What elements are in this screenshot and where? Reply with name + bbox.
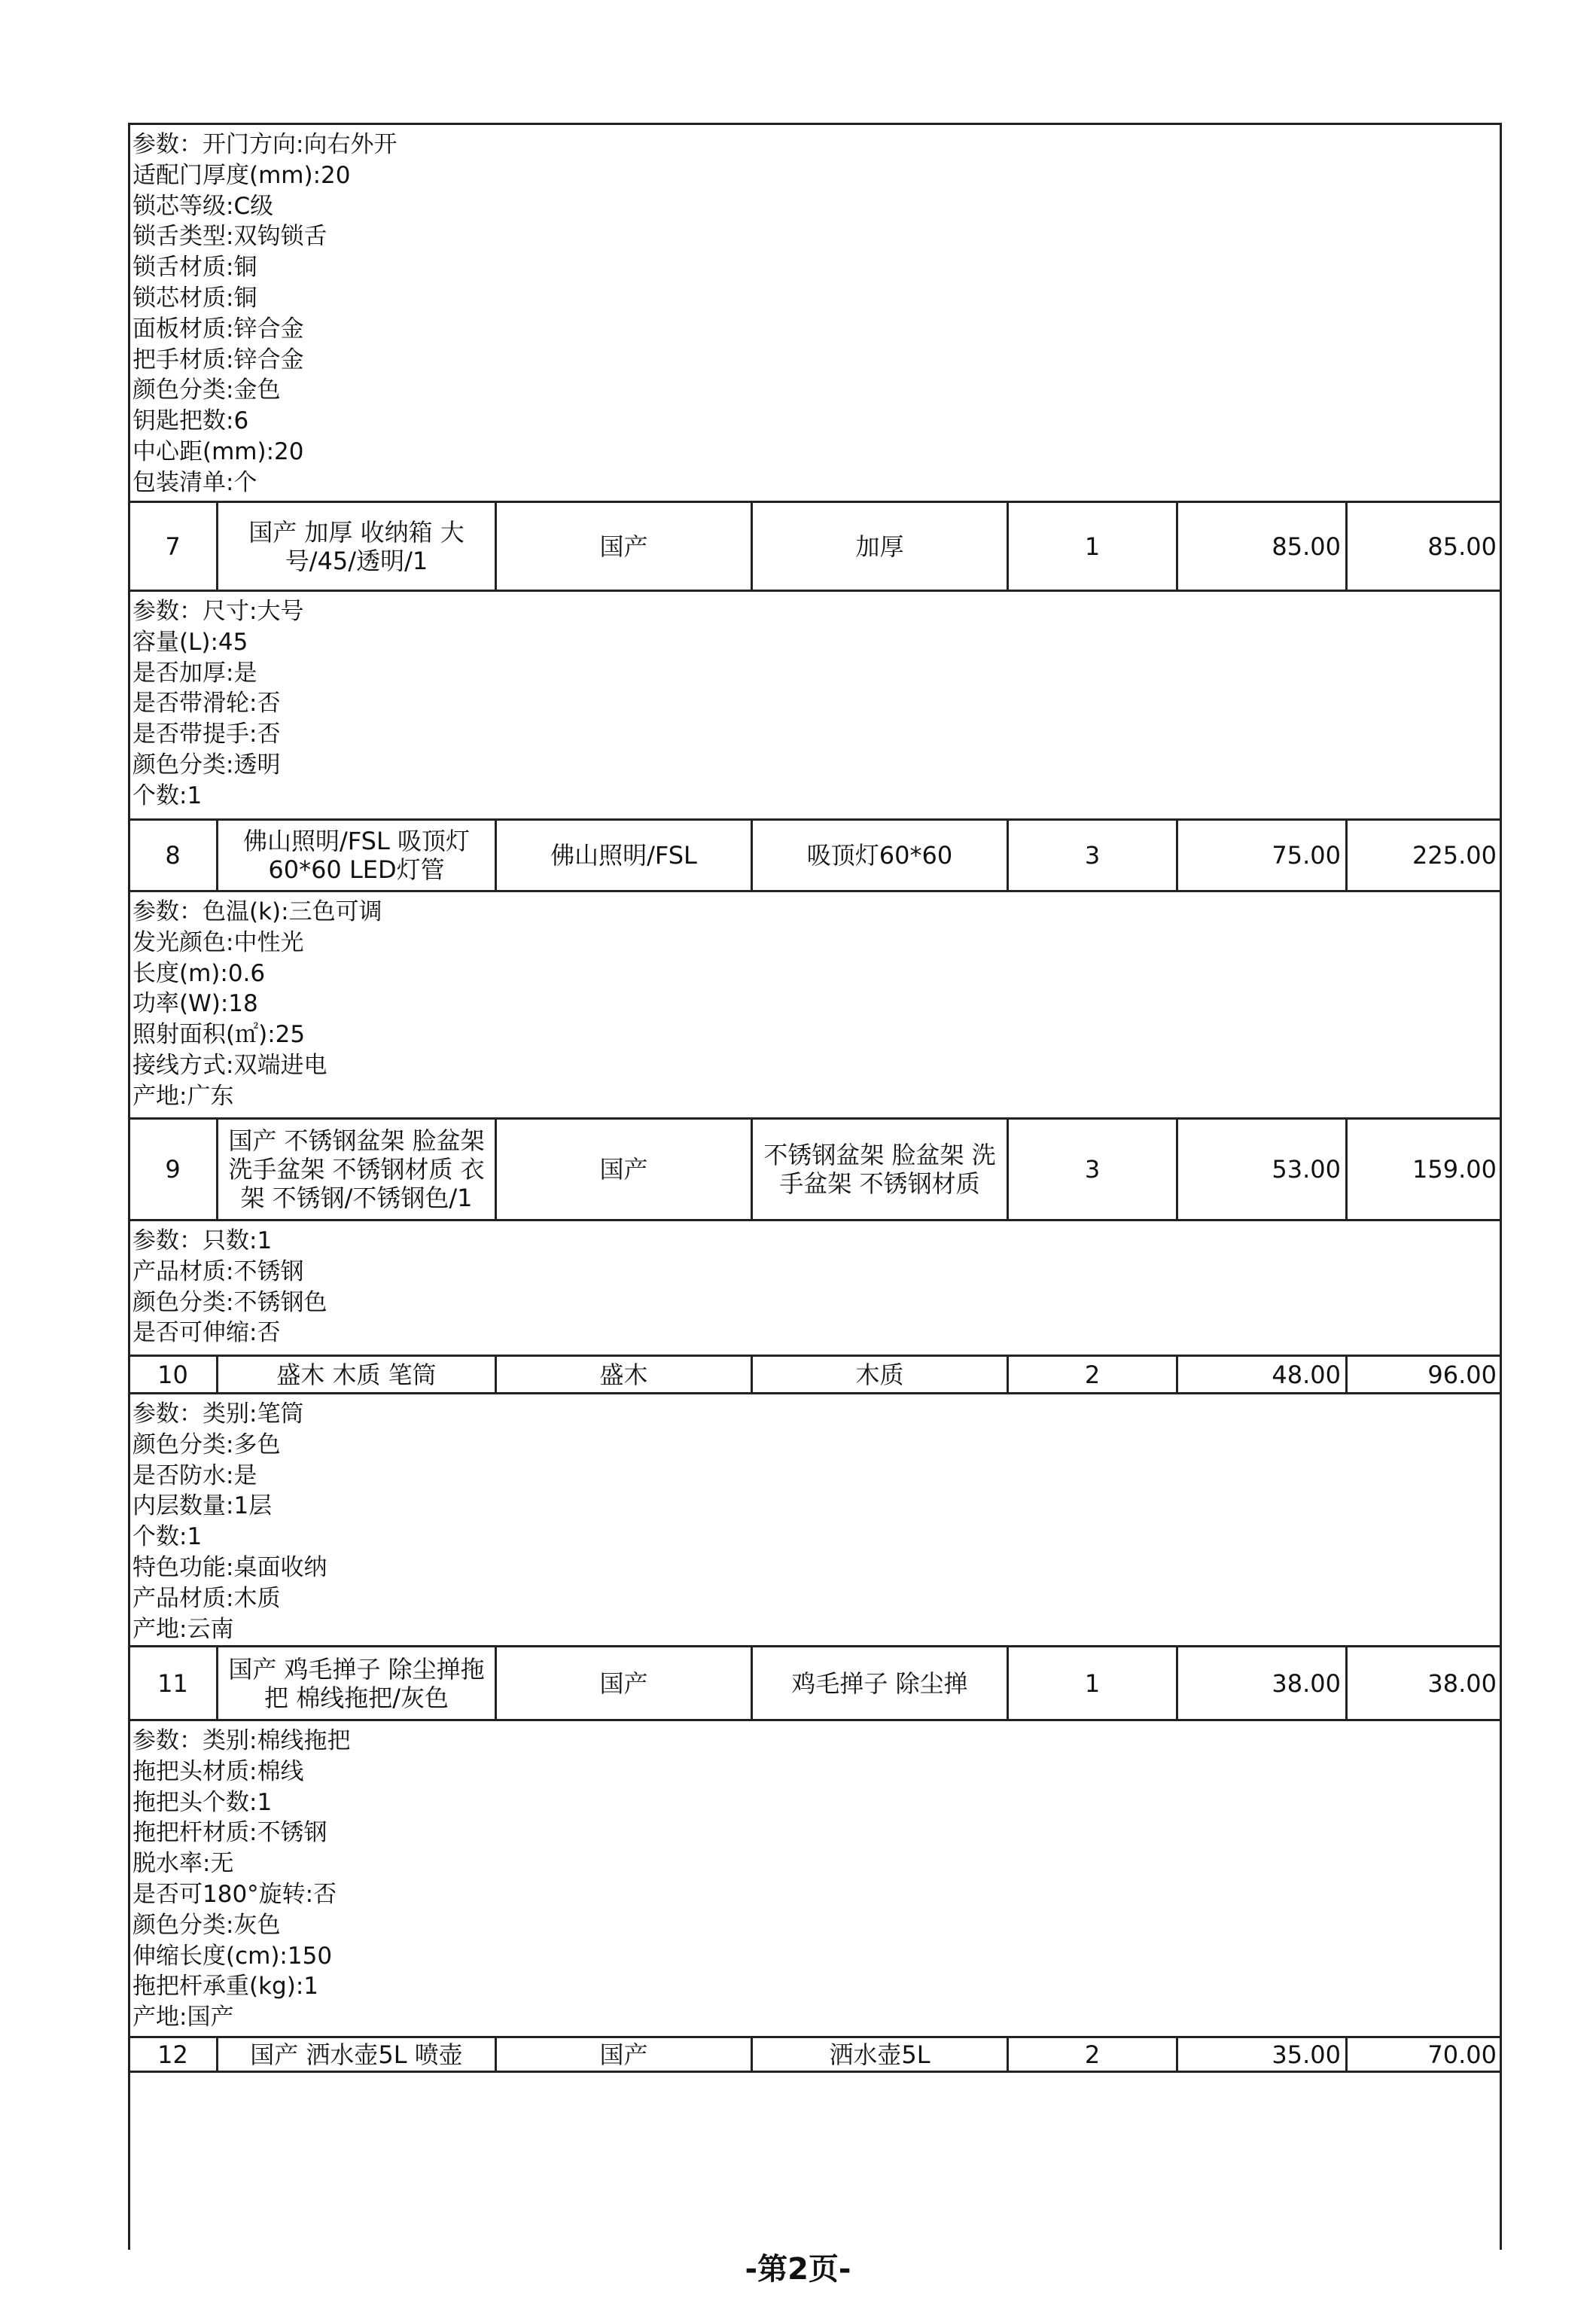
- cell-name: 国产 洒水壶5L 喷壶: [216, 2038, 495, 2071]
- cell-qty: 1: [1007, 1647, 1176, 1719]
- cell-price: 75.00: [1176, 821, 1345, 890]
- param-line: 照射面积(㎡):25: [132, 1021, 306, 1049]
- table-row: [129, 1120, 1501, 1221]
- cell-qty: 1: [1007, 503, 1176, 590]
- param-line: 锁舌类型:双钩锁舌: [132, 223, 327, 251]
- param-line: 锁芯等级:C级: [132, 192, 274, 220]
- param-line: 参数：色温(k):三色可调: [132, 898, 382, 925]
- cell-total: 225.00: [1345, 821, 1501, 890]
- param-line: 参数：只数:1: [132, 1227, 273, 1254]
- param-line: 把手材质:锌合金: [132, 346, 304, 373]
- cell-total: 38.00: [1345, 1647, 1501, 1719]
- cell-total: 159.00: [1345, 1120, 1501, 1219]
- cell-price: 48.00: [1176, 1357, 1345, 1392]
- param-line: 是否加厚:是: [132, 659, 257, 687]
- param-line: 容量(L):45: [132, 628, 248, 656]
- item-params-10: [129, 1394, 1500, 1647]
- cell-qty: 2: [1007, 1357, 1176, 1392]
- cell-name: 盛木 木质 笔筒: [216, 1357, 495, 1392]
- param-line: 颜色分类:多色: [132, 1431, 281, 1458]
- cell-no: 10: [157, 1360, 188, 1389]
- cell-spec: 吸顶灯60*60: [751, 821, 1007, 890]
- cell-qty: 3: [1007, 1120, 1176, 1219]
- param-line: 个数:1: [132, 782, 203, 809]
- param-line: 颜色分类:灰色: [132, 1911, 281, 1939]
- param-line: 发光颜色:中性光: [132, 928, 304, 956]
- param-line: 产地:广东: [132, 1082, 234, 1110]
- param-line: 拖把杆承重(kg):1: [132, 1973, 318, 2001]
- cell-name: 国产 加厚 收纳箱 大号/45/透明/1: [216, 503, 495, 590]
- param-line: 产地:国产: [132, 2004, 234, 2031]
- param-line: 中心距(mm):20: [132, 437, 304, 465]
- param-line: 接线方式:双端进电: [132, 1051, 327, 1079]
- item-params-9: [129, 1221, 1500, 1357]
- table-row: [129, 503, 1501, 592]
- cell-name: 国产 不锈钢盆架 脸盆架 洗手盆架 不锈钢材质 衣架 不锈钢/不锈钢色/1: [216, 1120, 495, 1219]
- param-line: 长度(m):0.6: [132, 959, 266, 987]
- cell-brand: 国产: [495, 1120, 751, 1219]
- param-line: 参数：开门方向:向右外开: [132, 131, 397, 158]
- cell-brand: 佛山照明/FSL: [495, 821, 751, 890]
- table-row: [129, 821, 1501, 892]
- cell-spec: 加厚: [751, 503, 1007, 590]
- param-line: 内层数量:1层: [132, 1492, 273, 1520]
- cell-price: 85.00: [1176, 503, 1345, 590]
- param-line: 脱水率:无: [132, 1850, 234, 1878]
- cell-spec: 洒水壶5L: [751, 2038, 1007, 2071]
- param-line: 颜色分类:金色: [132, 376, 281, 404]
- param-line: 钥匙把数:6: [132, 407, 249, 435]
- cell-total: 96.00: [1345, 1357, 1501, 1392]
- param-line: 是否可180°旋转:否: [132, 1880, 337, 1908]
- item-params-6: [129, 125, 1500, 503]
- cell-qty: 2: [1007, 2038, 1176, 2071]
- param-line: 特色功能:桌面收纳: [132, 1553, 327, 1581]
- cell-spec: 木质: [751, 1357, 1007, 1392]
- param-line: 是否可伸缩:否: [132, 1319, 281, 1347]
- param-line: 是否带滑轮:否: [132, 690, 281, 718]
- param-line: 产品材质:木质: [132, 1584, 281, 1612]
- param-line: 拖把头个数:1: [132, 1788, 273, 1816]
- cell-brand: 国产: [495, 503, 751, 590]
- param-line: 颜色分类:不锈钢色: [132, 1288, 327, 1316]
- param-line: 参数：类别:笔筒: [132, 1400, 304, 1428]
- table-row: [129, 1647, 1501, 1721]
- cell-price: 35.00: [1176, 2038, 1345, 2071]
- cell-total: 85.00: [1345, 503, 1501, 590]
- param-line: 产地:云南: [132, 1615, 234, 1643]
- item-params-11: [129, 1721, 1500, 2038]
- cell-brand: 国产: [495, 1647, 751, 1719]
- cell-name: 佛山照明/FSL 吸顶灯60*60 LED灯管: [216, 821, 495, 890]
- cell-spec: 鸡毛掸子 除尘掸: [751, 1647, 1007, 1719]
- cell-no: 11: [157, 1668, 188, 1698]
- cell-total: 70.00: [1345, 2038, 1501, 2071]
- cell-price: 53.00: [1176, 1120, 1345, 1219]
- param-line: 锁芯材质:铜: [132, 284, 257, 312]
- param-line: 个数:1: [132, 1523, 203, 1551]
- cell-price: 38.00: [1176, 1647, 1345, 1719]
- cell-no: 8: [165, 841, 181, 870]
- param-line: 伸缩长度(cm):150: [132, 1942, 333, 1970]
- param-line: 适配门厚度(mm):20: [132, 161, 351, 189]
- param-line: 包装清单:个: [132, 468, 257, 496]
- param-line: 拖把头材质:棉线: [132, 1757, 304, 1785]
- cell-no: 9: [165, 1155, 181, 1184]
- table-row: [129, 2038, 1501, 2073]
- cell-no: 7: [165, 532, 181, 561]
- param-line: 功率(W):18: [132, 990, 258, 1018]
- cell-brand: 国产: [495, 2038, 751, 2071]
- param-line: 面板材质:锌合金: [132, 315, 304, 343]
- table-row: [129, 1357, 1501, 1394]
- cell-spec: 不锈钢盆架 脸盆架 洗手盆架 不锈钢材质: [751, 1120, 1007, 1219]
- param-line: 参数：尺寸:大号: [132, 598, 304, 625]
- param-line: 拖把杆材质:不锈钢: [132, 1819, 327, 1847]
- param-line: 产品材质:不锈钢: [132, 1257, 304, 1285]
- cell-no: 12: [157, 2040, 188, 2069]
- param-line: 参数：类别:棉线拖把: [132, 1727, 351, 1754]
- param-line: 颜色分类:透明: [132, 751, 281, 779]
- cell-brand: 盛木: [495, 1357, 751, 1392]
- param-line: 锁舌材质:铜: [132, 254, 257, 282]
- item-params-8: [129, 892, 1500, 1120]
- cell-qty: 3: [1007, 821, 1176, 890]
- item-params-7: [129, 592, 1500, 821]
- param-line: 是否防水:是: [132, 1461, 257, 1489]
- param-line: 是否带提手:否: [132, 721, 281, 748]
- page-number: -第2页-: [745, 2252, 851, 2287]
- cell-name: 国产 鸡毛掸子 除尘掸拖把 棉线拖把/灰色: [216, 1647, 495, 1719]
